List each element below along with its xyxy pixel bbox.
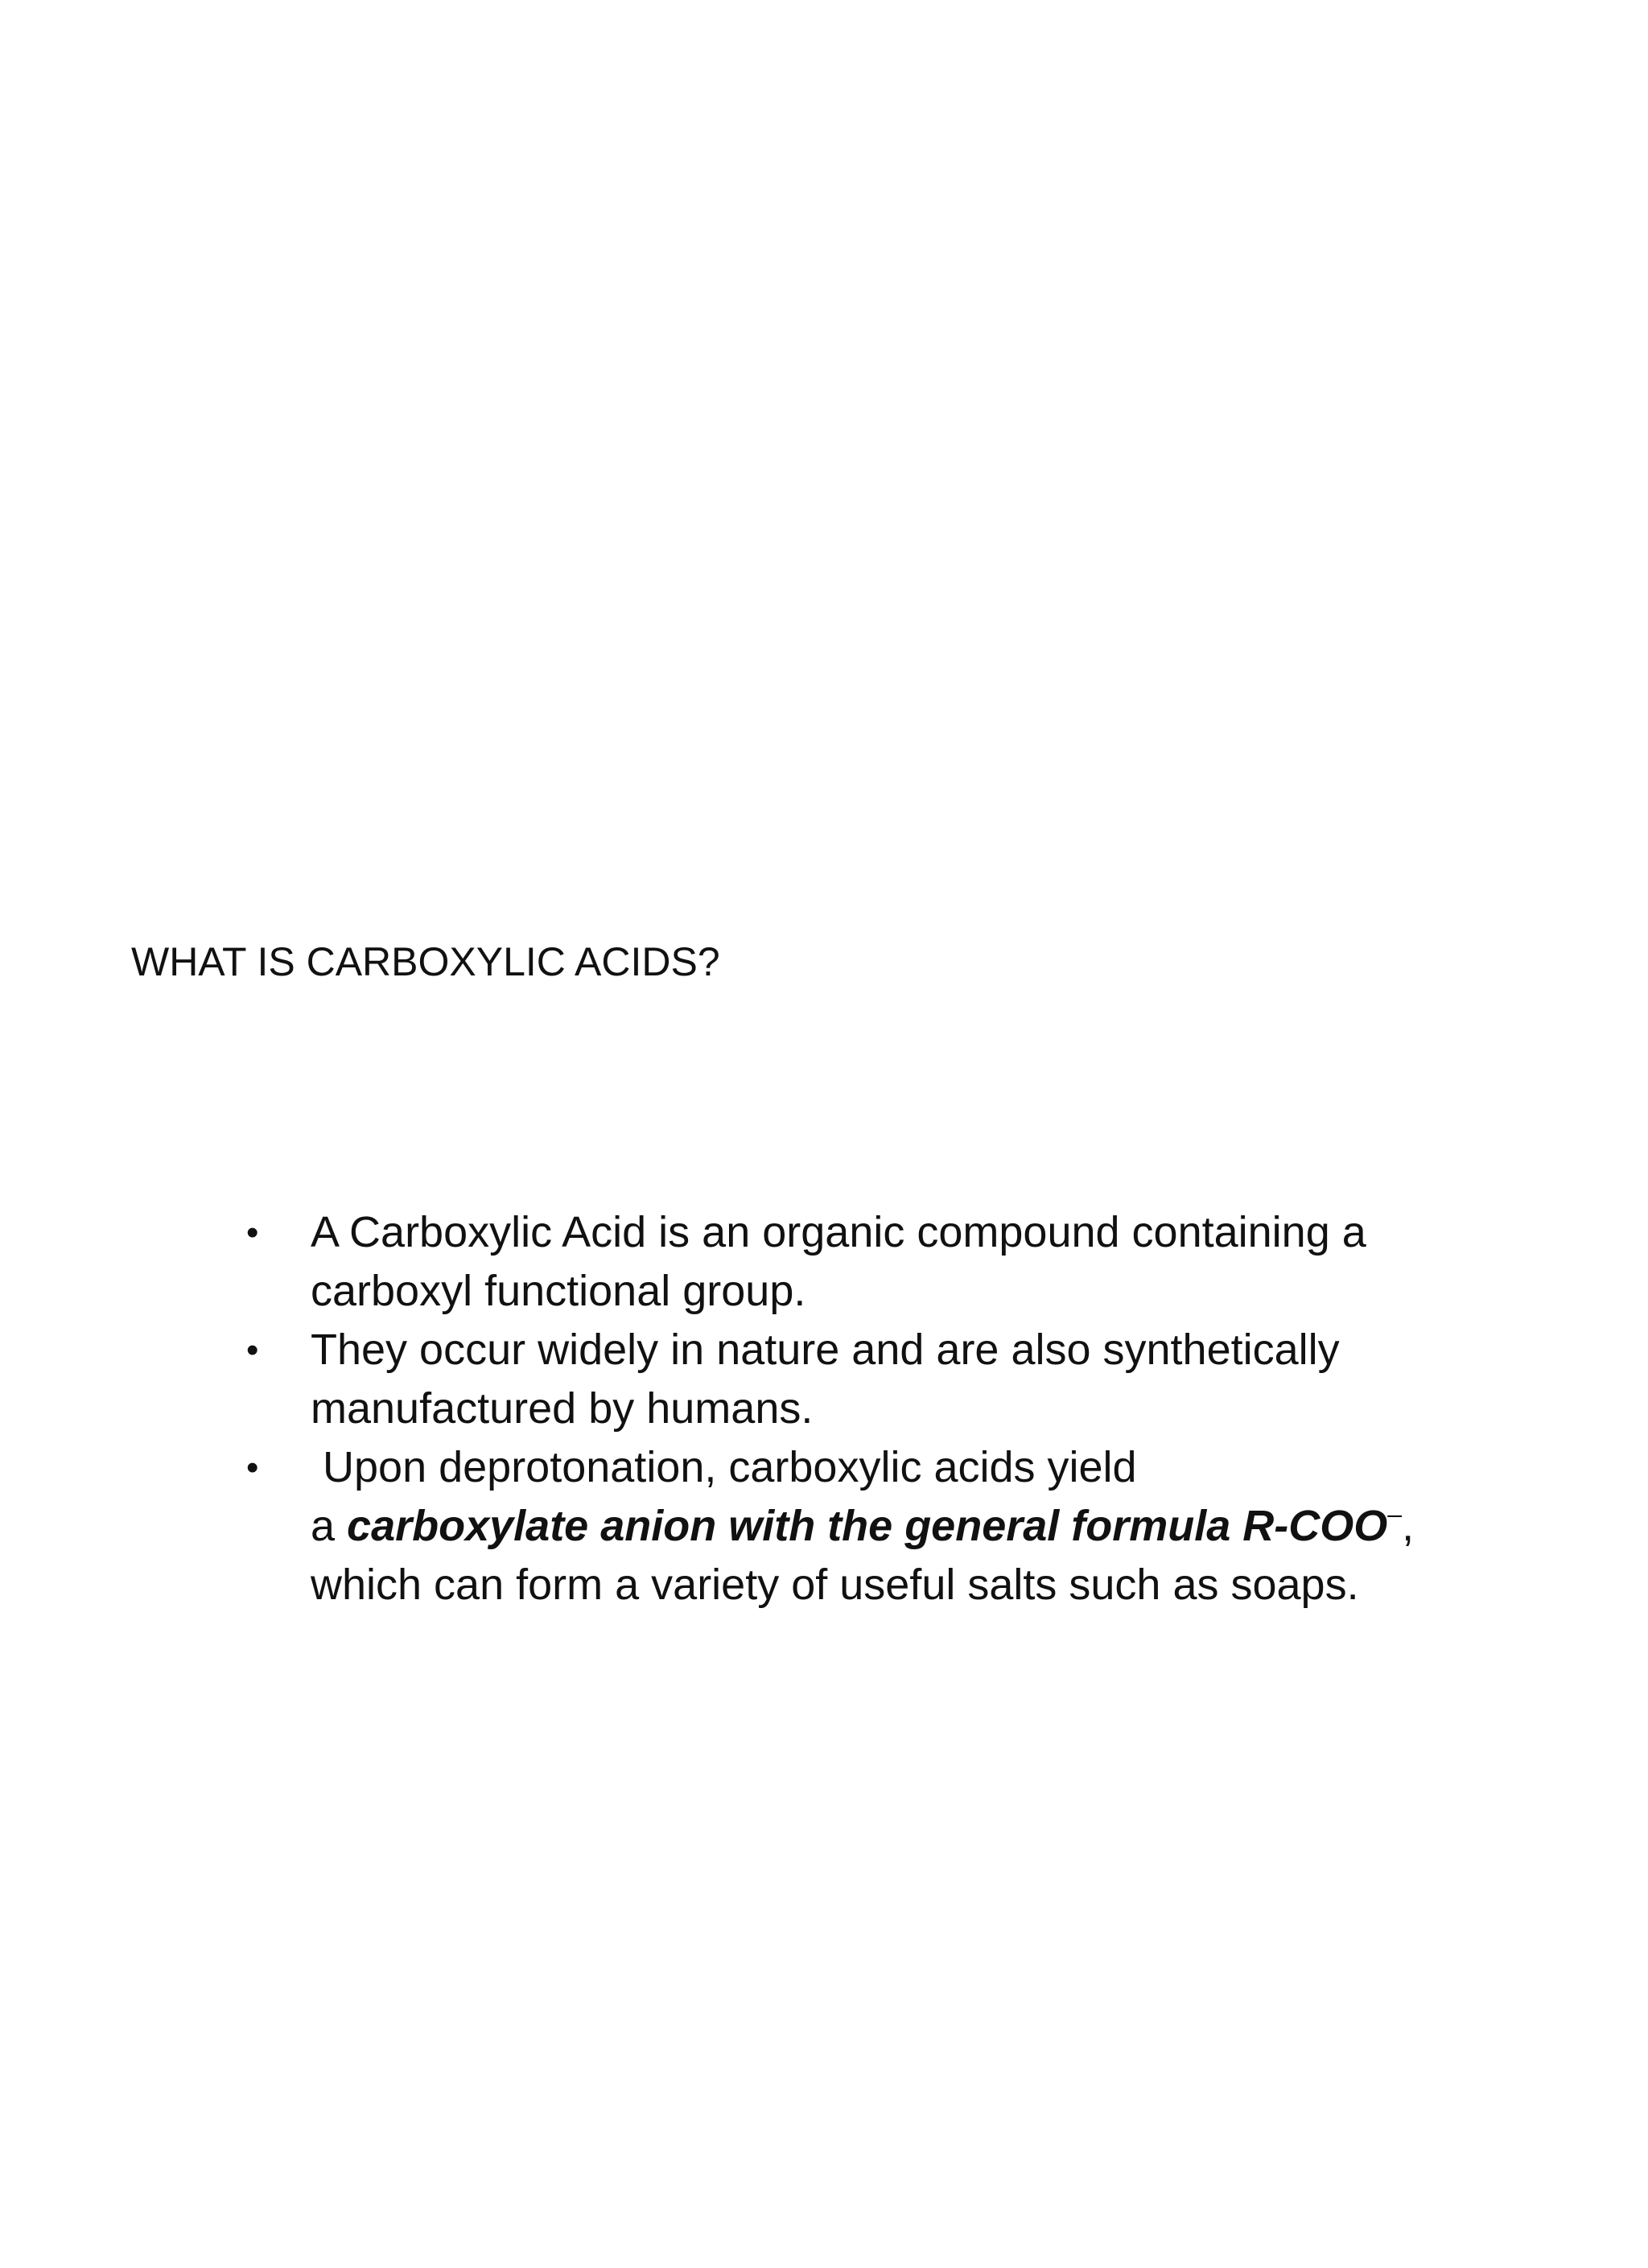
list-item bbox=[246, 1438, 1421, 1614]
list-item-text-prefix: a bbox=[311, 1502, 348, 1550]
list-item-text: They occur widely in nature and are also synthetically bbox=[311, 1326, 1340, 1374]
formula-emphasis: carboxylate anion with the general formula R-COO bbox=[347, 1502, 1388, 1550]
bullet-icon: • bbox=[246, 1330, 259, 1370]
bullet-list bbox=[246, 1203, 1421, 1614]
list-item-text bbox=[311, 1497, 1421, 1556]
charge-superscript: – bbox=[1387, 1499, 1403, 1528]
list-item-text: manufactured by humans. bbox=[311, 1384, 814, 1433]
list-item bbox=[246, 1203, 1421, 1321]
list-item-text-suffix: , bbox=[1402, 1502, 1415, 1550]
bullet-icon: • bbox=[246, 1213, 259, 1252]
list-item-text: carboxyl functional group. bbox=[311, 1267, 806, 1315]
list-item bbox=[246, 1321, 1421, 1438]
list-item-text: which can form a variety of useful salts such as soaps. bbox=[311, 1561, 1359, 1609]
list-item-text: A Carboxylic Acid is an organic compound containing a bbox=[311, 1208, 1366, 1256]
list-item-text: Upon deprotonation, carboxylic acids yield bbox=[311, 1443, 1137, 1491]
bullet-icon: • bbox=[246, 1448, 259, 1487]
page-title: WHAT IS CARBOXYLIC ACIDS? bbox=[131, 939, 720, 984]
